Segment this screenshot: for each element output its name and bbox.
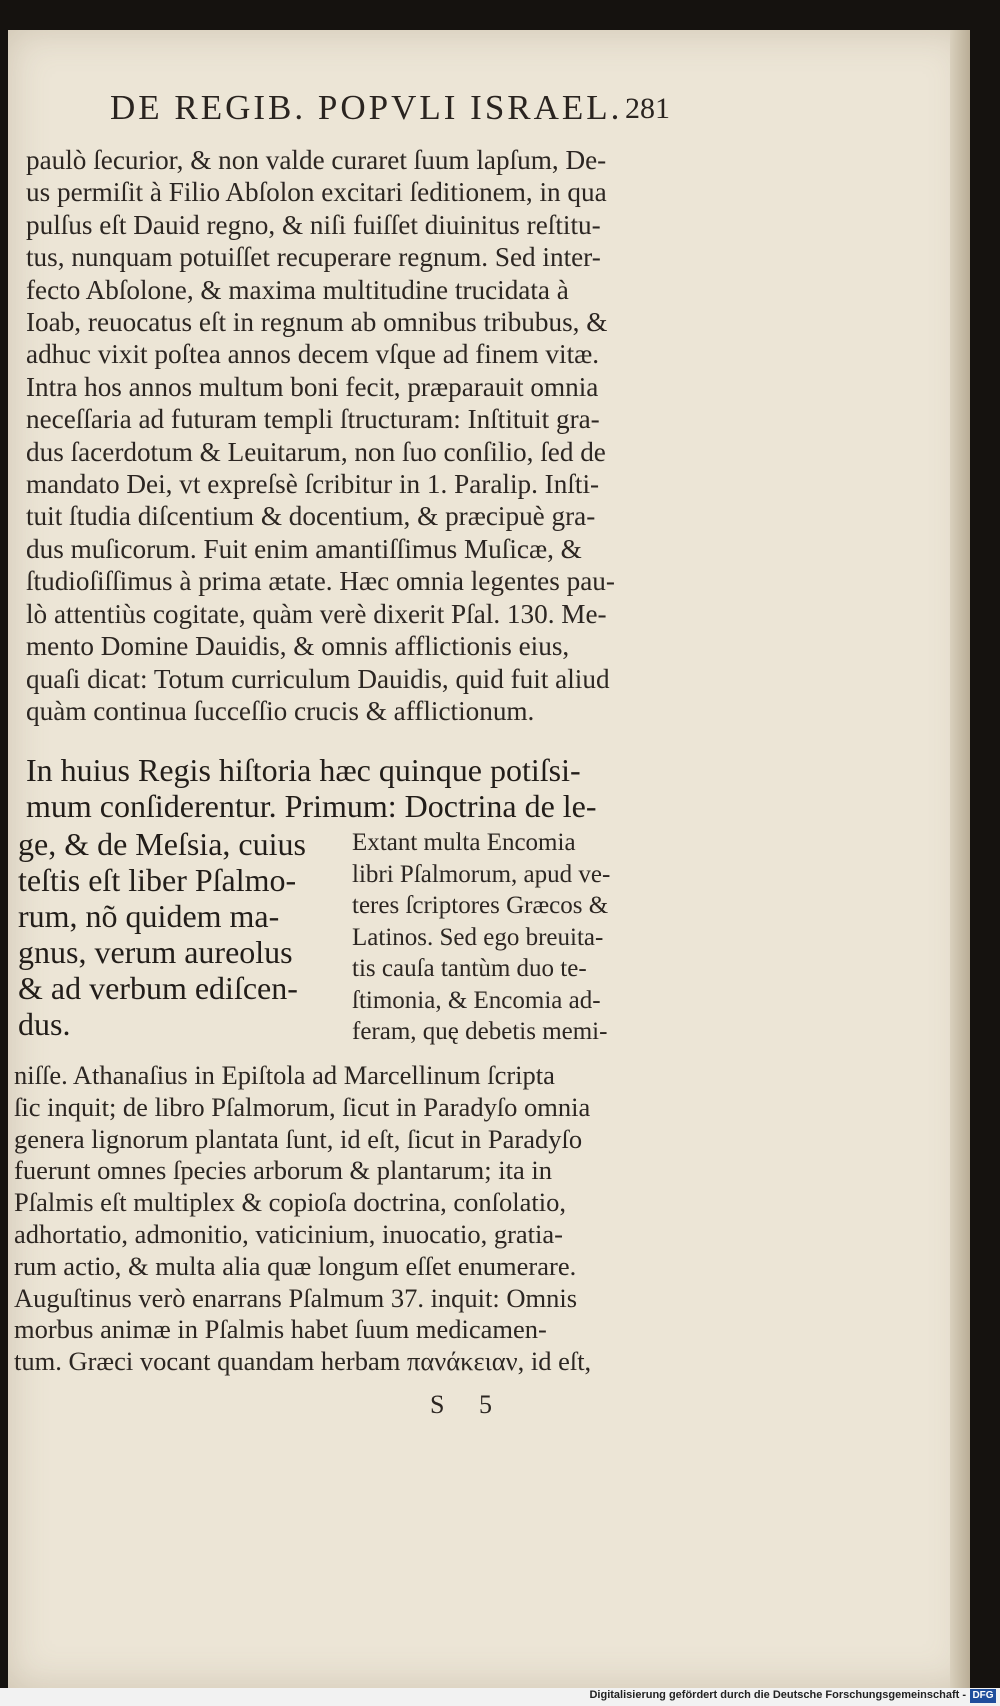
text-line: quaſi dicat: Totum curriculum Dauidis, quid fuit aliud (26, 663, 610, 694)
text-line: adhortatio, admonitio, vaticinium, inuocatio, gratia- (14, 1218, 563, 1249)
page-edge (950, 30, 970, 1688)
right-column (352, 827, 672, 1048)
text-line: rum actio, & multa alia quæ longum eſſet enumerare. (14, 1250, 577, 1281)
text-line: In huius Regis hiſtoria hæc quinque potiſsi- (26, 752, 581, 788)
text-line: quàm continua ſucceſſio crucis & afflictionum. (26, 695, 535, 726)
text-line: tis cauſa tantùm duo te- (352, 955, 587, 982)
running-head: DE REGIB. POPVLI ISRAEL. (110, 88, 623, 127)
left-column (18, 826, 338, 1042)
text-line: ſic inquit; de libro Pſalmorum, ſicut in Paradyſo omnia (14, 1091, 591, 1122)
text-line: mum conſiderentur. Primum: Doctrina de le- (26, 788, 597, 824)
text-line: ge, & de Meſsia, cuius (18, 826, 306, 862)
page-number: 281 (625, 92, 670, 125)
text-line: dus ſacerdotum & Leuitarum, non ſuo conſilio, ſed de (26, 436, 606, 467)
text-line: fecto Abſolone, & maxima multitudine trucidata à (26, 274, 569, 305)
text-line: teſtis eſt liber Pſalmo- (18, 862, 297, 898)
text-line: us permiſit à Filio Abſolon excitari ſeditionem, in qua (26, 177, 607, 208)
paragraph-2 (26, 752, 666, 824)
footer-credit: Digitalisierung gefördert durch die Deutsche Forschungsgemeinschaft - (589, 1689, 966, 1701)
signature-mark: S 5 (430, 1390, 506, 1419)
text-line: Extant multa Encomia (352, 829, 576, 856)
text-line: ſtudioſiſſimus à prima ætate. Hæc omnia legentes pau- (26, 566, 615, 597)
text-line: Auguſtinus verò enarrans Pſalmum 37. inquit: Omnis (14, 1282, 578, 1313)
text-line: Pſalmis eſt multiplex & copioſa doctrina, conſolatio, (14, 1187, 566, 1218)
text-line: tum. Græci vocant quandam herbam πανάκειαν, id eſt, (14, 1346, 592, 1377)
text-line: libri Pſalmorum, apud ve- (352, 860, 611, 888)
text-line: paulò ſecurior, & non valde curaret ſuum lapſum, De- (26, 145, 607, 175)
text-line: teres ſcriptores Græcos & (352, 892, 609, 919)
text-line: Latinos. Sed ego breuita- (352, 923, 604, 951)
text-line: pulſus eſt Dauid regno, & niſi fuiſſet diuinitus reſtitu- (26, 209, 601, 240)
paragraph-3 (14, 1060, 664, 1378)
text-line: ſtimonia, & Encomia ad- (352, 986, 601, 1014)
text-line: Ioab, reuocatus eſt in regnum ab omnibus tribubus, & (26, 307, 608, 338)
text-line: fuerunt omnes ſpecies arborum & plantarum; ita in (14, 1155, 552, 1186)
text-line: mento Domine Dauidis, & omnis afflictionis eius, (26, 631, 570, 662)
text-line: niſſe. Athanaſius in Epiſtola ad Marcellinum ſcripta (14, 1060, 555, 1090)
text-line: gnus, verum aureolus (18, 934, 293, 970)
text-line: dus muſicorum. Fuit enim amantiſſimus Muſicæ, & (26, 533, 582, 564)
text-line: dus. (18, 1006, 71, 1042)
text-line: morbus animæ in Pſalmis habet ſuum medicamen- (14, 1314, 547, 1345)
text-line: Intra hos annos multum boni fecit, præparauit omnia (26, 371, 599, 402)
text-line: tus, nunquam potuiſſet recuperare regnum. Sed inter- (26, 242, 601, 273)
text-line: neceſſaria ad futuram templi ſtructuram: Inſtituit gra- (26, 404, 600, 435)
text-line: genera lignorum plantata ſunt, id eſt, ſicut in Paradyſo (14, 1123, 583, 1154)
text-line: & ad verbum ediſcen- (18, 970, 298, 1006)
text-line: feram, quę debetis memi- (352, 1018, 608, 1045)
text-line: adhuc vixit poſtea annos decem vſque ad finem vitæ. (26, 339, 600, 370)
text-line: lò attentiùs cogitate, quàm verè dixerit Pſal. 130. Me- (26, 598, 607, 629)
dfg-logo: DFG (970, 1689, 996, 1703)
paragraph-1 (26, 144, 666, 727)
text-line: mandato Dei, vt expreſsè ſcribitur in 1. Paralip. Inſti- (26, 469, 600, 500)
text-line: tuit ſtudia diſcentium & docentium, & præcipuè gra- (26, 501, 596, 532)
text-line: rum, nõ quidem ma- (18, 898, 280, 934)
